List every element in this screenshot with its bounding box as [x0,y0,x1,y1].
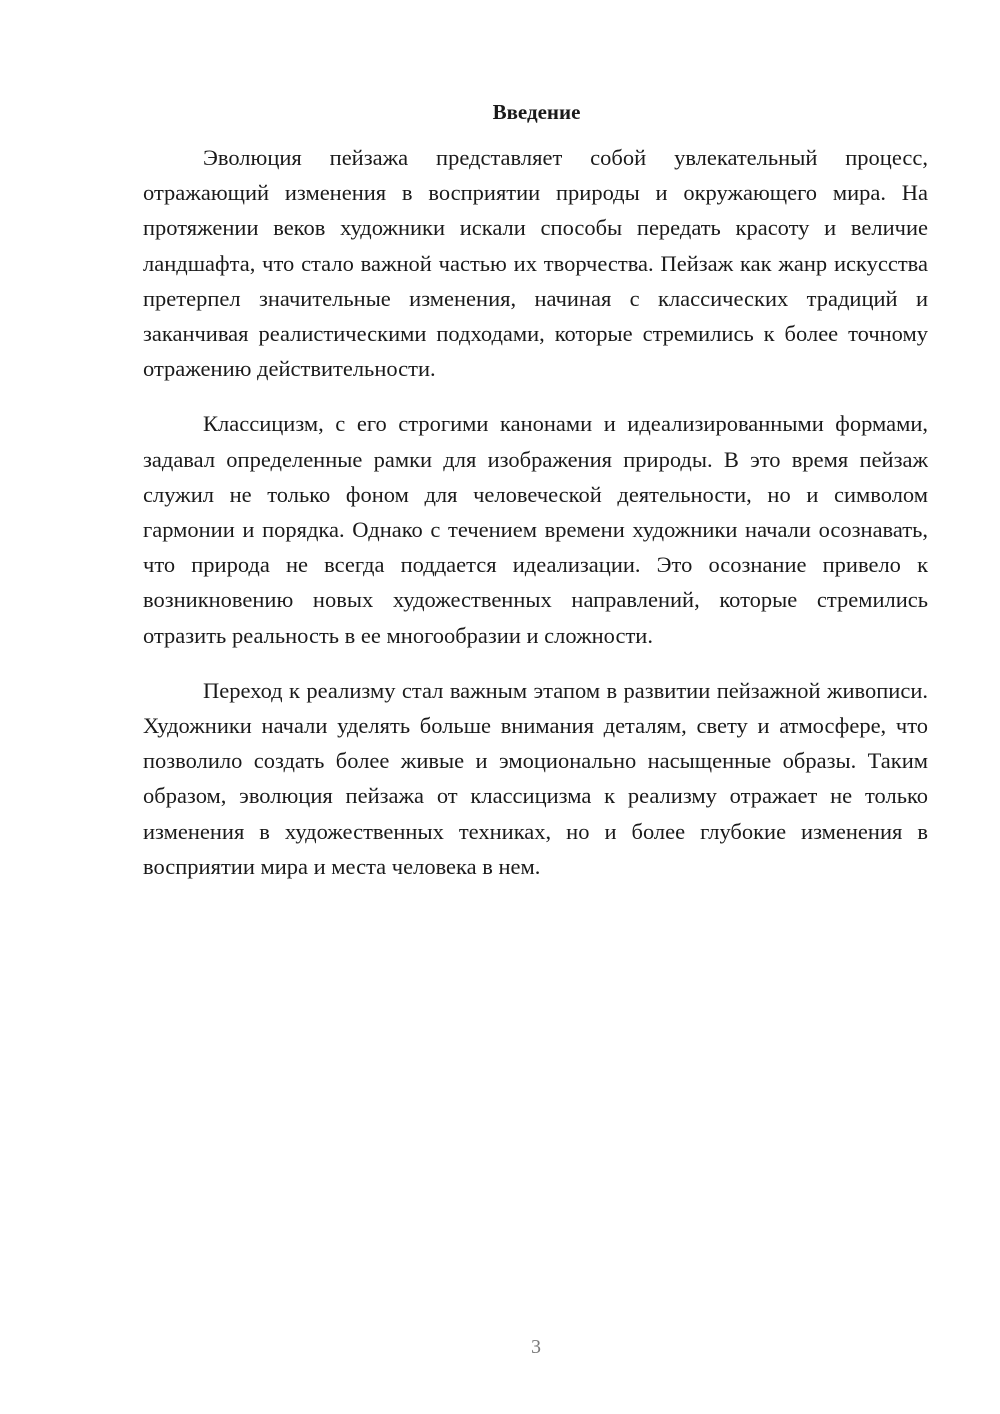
paragraph-1: Эволюция пейзажа представляет собой увлекательный процесс, отражающий изменения в восприятии природы и окружающего мира. На протяжении веков художники искали способы передать красоту и величие ландшафта, что стало важной частью их творчества. Пейзаж как жанр искусства претерпел значительные изменения, начиная с классических традиций и заканчивая реалистическими подходами, которые стремились к более точному отражению действительности. [143,145,928,382]
paragraph-2: Классицизм, с его строгими канонами и идеализированными формами, задавал определенные рамки для изображения природы. В это время пейзаж служил не только фоном для человеческой деятельности, но и символом гармонии и порядка. Однако с течением времени художники начали осознавать, что природа не всегда поддается идеализации. Это осознание привело к возникновению новых художественных направлений, которые стремились отразить реальность в ее многообразии и сложности. [143,411,928,648]
section-heading: Введение [492,100,581,124]
page-content [143,96,928,904]
page-number: 3 [531,1336,541,1358]
paragraph-3: Переход к реализму стал важным этапом в развитии пейзажной живописи. Художники начали уделять больше внимания деталям, свету и атмосфере, что позволило создать более живые и эмоционально насыщенные образы. Таким образом, эволюция пейзажа от классицизма к реализму отражает не только изменения в художественных техниках, но и более глубокие изменения в восприятии мира и места человека в нем. [143,677,928,879]
